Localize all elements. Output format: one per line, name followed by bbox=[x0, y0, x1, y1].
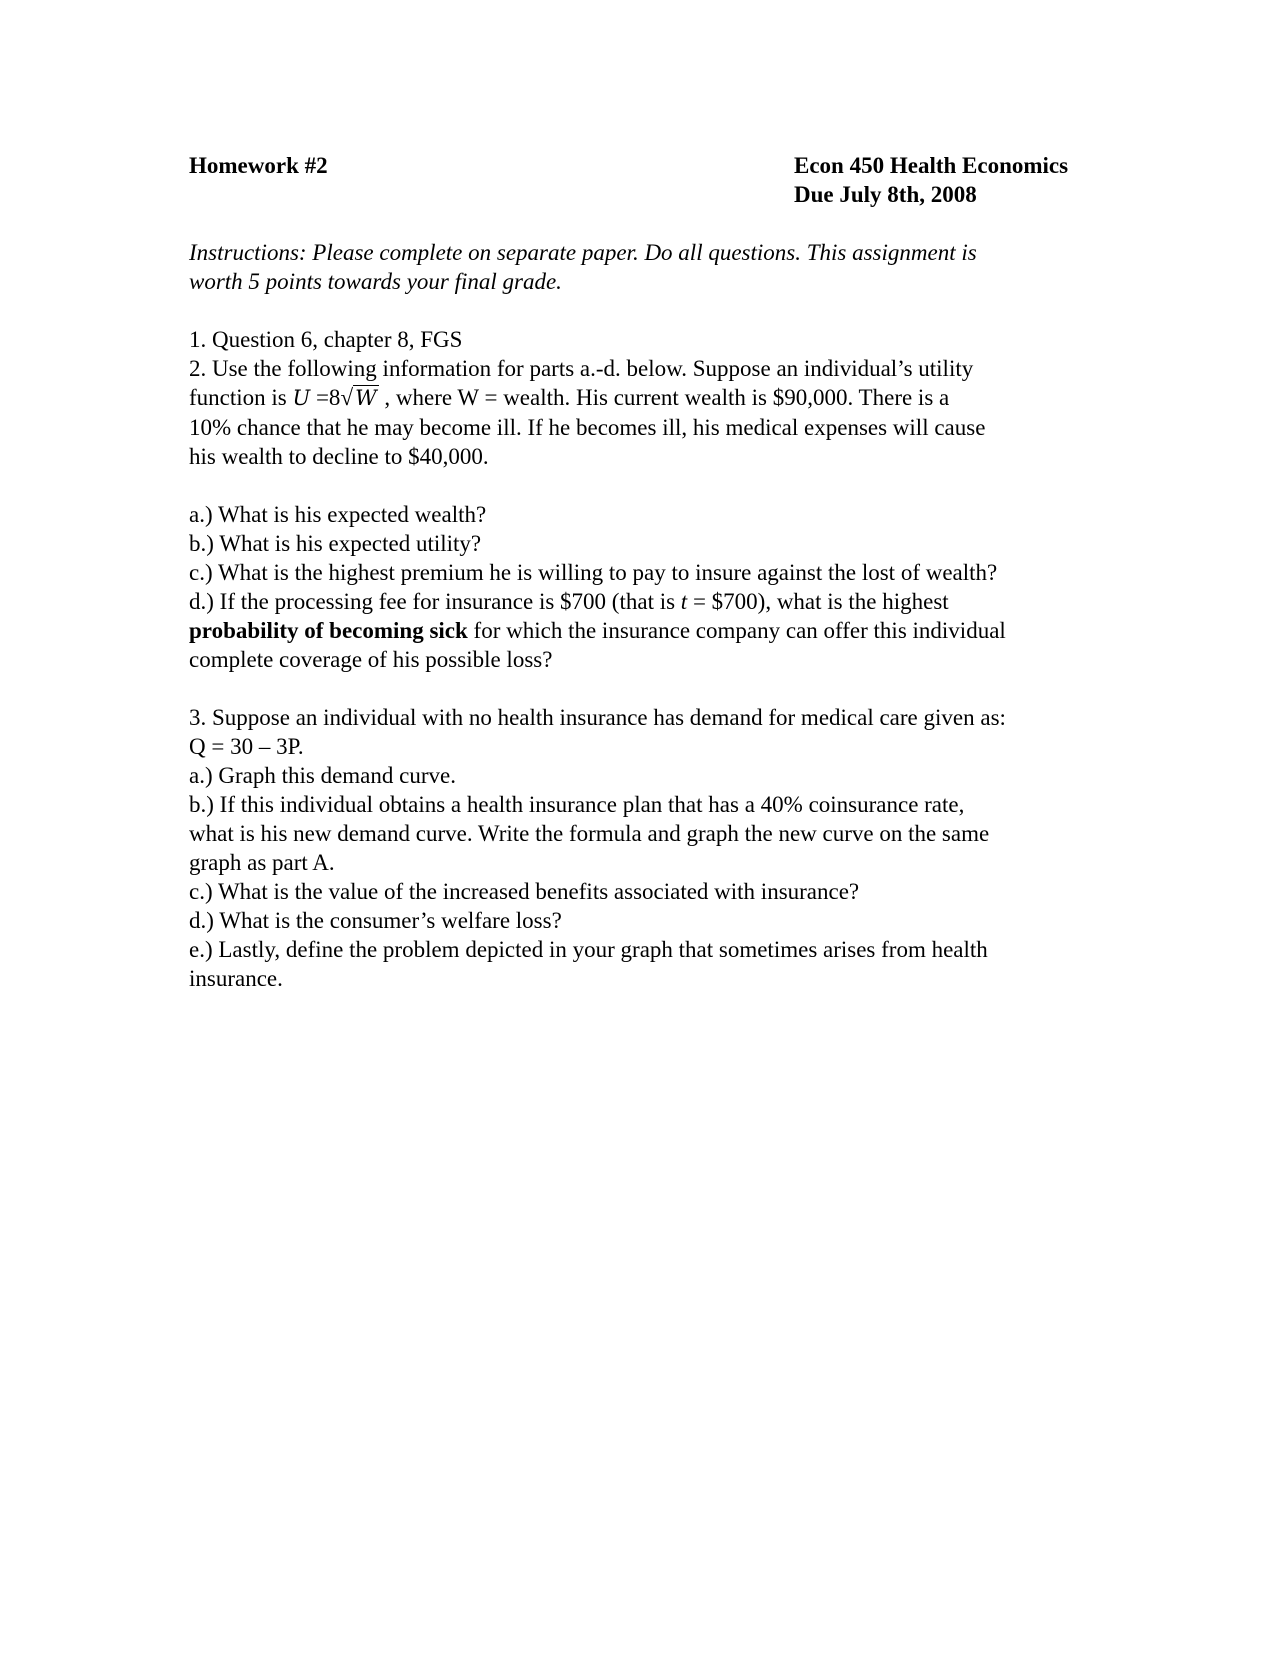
question-2d-line-1 bbox=[189, 587, 1109, 616]
homework-title: Homework #2 bbox=[189, 153, 328, 178]
spacer bbox=[189, 471, 1109, 500]
q2d-suffix: = $700), what is the highest bbox=[687, 589, 949, 614]
instructions-line-1: Instructions: Please complete on separate paper. Do all questions. This assignment is bbox=[189, 240, 977, 265]
q2d-line2-rest: for which the insurance company can offer this individual bbox=[467, 618, 1006, 643]
question-3c: c.) What is the value of the increased benefits associated with insurance? bbox=[189, 879, 860, 904]
question-3-line-1: 3. Suppose an individual with no health insurance has demand for medical care given as: bbox=[189, 705, 1006, 730]
spacer bbox=[189, 674, 1109, 703]
question-3b-line-2: what is his new demand curve. Write the formula and graph the new curve on the same bbox=[189, 821, 990, 846]
t-symbol: t bbox=[680, 589, 688, 614]
question-2-line-2 bbox=[189, 383, 1109, 413]
question-3e-line-1: e.) Lastly, define the problem depicted in your graph that sometimes arises from health bbox=[189, 937, 988, 962]
due-date: Due July 8th, 2008 bbox=[794, 182, 977, 207]
question-2a: a.) What is his expected wealth? bbox=[189, 502, 487, 527]
question-1: 1. Question 6, chapter 8, FGS bbox=[189, 327, 463, 352]
document-body bbox=[189, 238, 1109, 993]
question-2-line-3: 10% chance that he may become ill. If he becomes ill, his medical expenses will cause bbox=[189, 415, 986, 440]
question-2d-line-2 bbox=[189, 616, 1109, 645]
sqrt-sign: √ bbox=[340, 385, 354, 410]
question-3b-line-3: graph as part A. bbox=[189, 850, 335, 875]
utility-symbol: U bbox=[292, 386, 311, 410]
q2d-prefix: d.) If the processing fee for insurance is $700 (that is bbox=[189, 589, 681, 614]
question-2d-line-3: complete coverage of his possible loss? bbox=[189, 647, 553, 672]
question-2b: b.) What is his expected utility? bbox=[189, 531, 482, 556]
question-2-line-4: his wealth to decline to $40,000. bbox=[189, 444, 489, 469]
q2d-bold-phrase: probability of becoming sick bbox=[189, 618, 468, 643]
question-3d: d.) What is the consumer’s welfare loss? bbox=[189, 908, 562, 933]
question-3a: a.) Graph this demand curve. bbox=[189, 763, 456, 788]
question-3-line-2: Q = 30 – 3P. bbox=[189, 734, 304, 759]
spacer bbox=[189, 296, 1109, 325]
square-root bbox=[340, 383, 378, 413]
course-header bbox=[794, 151, 1068, 209]
q2-line2-suffix: , where W = wealth. His current wealth is $90,000. There is a bbox=[378, 385, 950, 410]
question-2c: c.) What is the highest premium he is willing to pay to insure against the lost of wealth? bbox=[189, 560, 998, 585]
wealth-symbol: W bbox=[355, 386, 377, 410]
course-name: Econ 450 Health Economics bbox=[794, 153, 1069, 178]
question-3b-line-1: b.) If this individual obtains a health insurance plan that has a 40% coinsurance rate, bbox=[189, 792, 965, 817]
instructions-line-2: worth 5 points towards your final grade. bbox=[189, 269, 562, 294]
formula-equals: =8 bbox=[310, 385, 341, 410]
question-3e-line-2: insurance. bbox=[189, 966, 283, 991]
q2-line2-prefix: function is bbox=[189, 385, 293, 410]
question-2-line-1: 2. Use the following information for parts a.-d. below. Suppose an individual’s utility bbox=[189, 356, 974, 381]
